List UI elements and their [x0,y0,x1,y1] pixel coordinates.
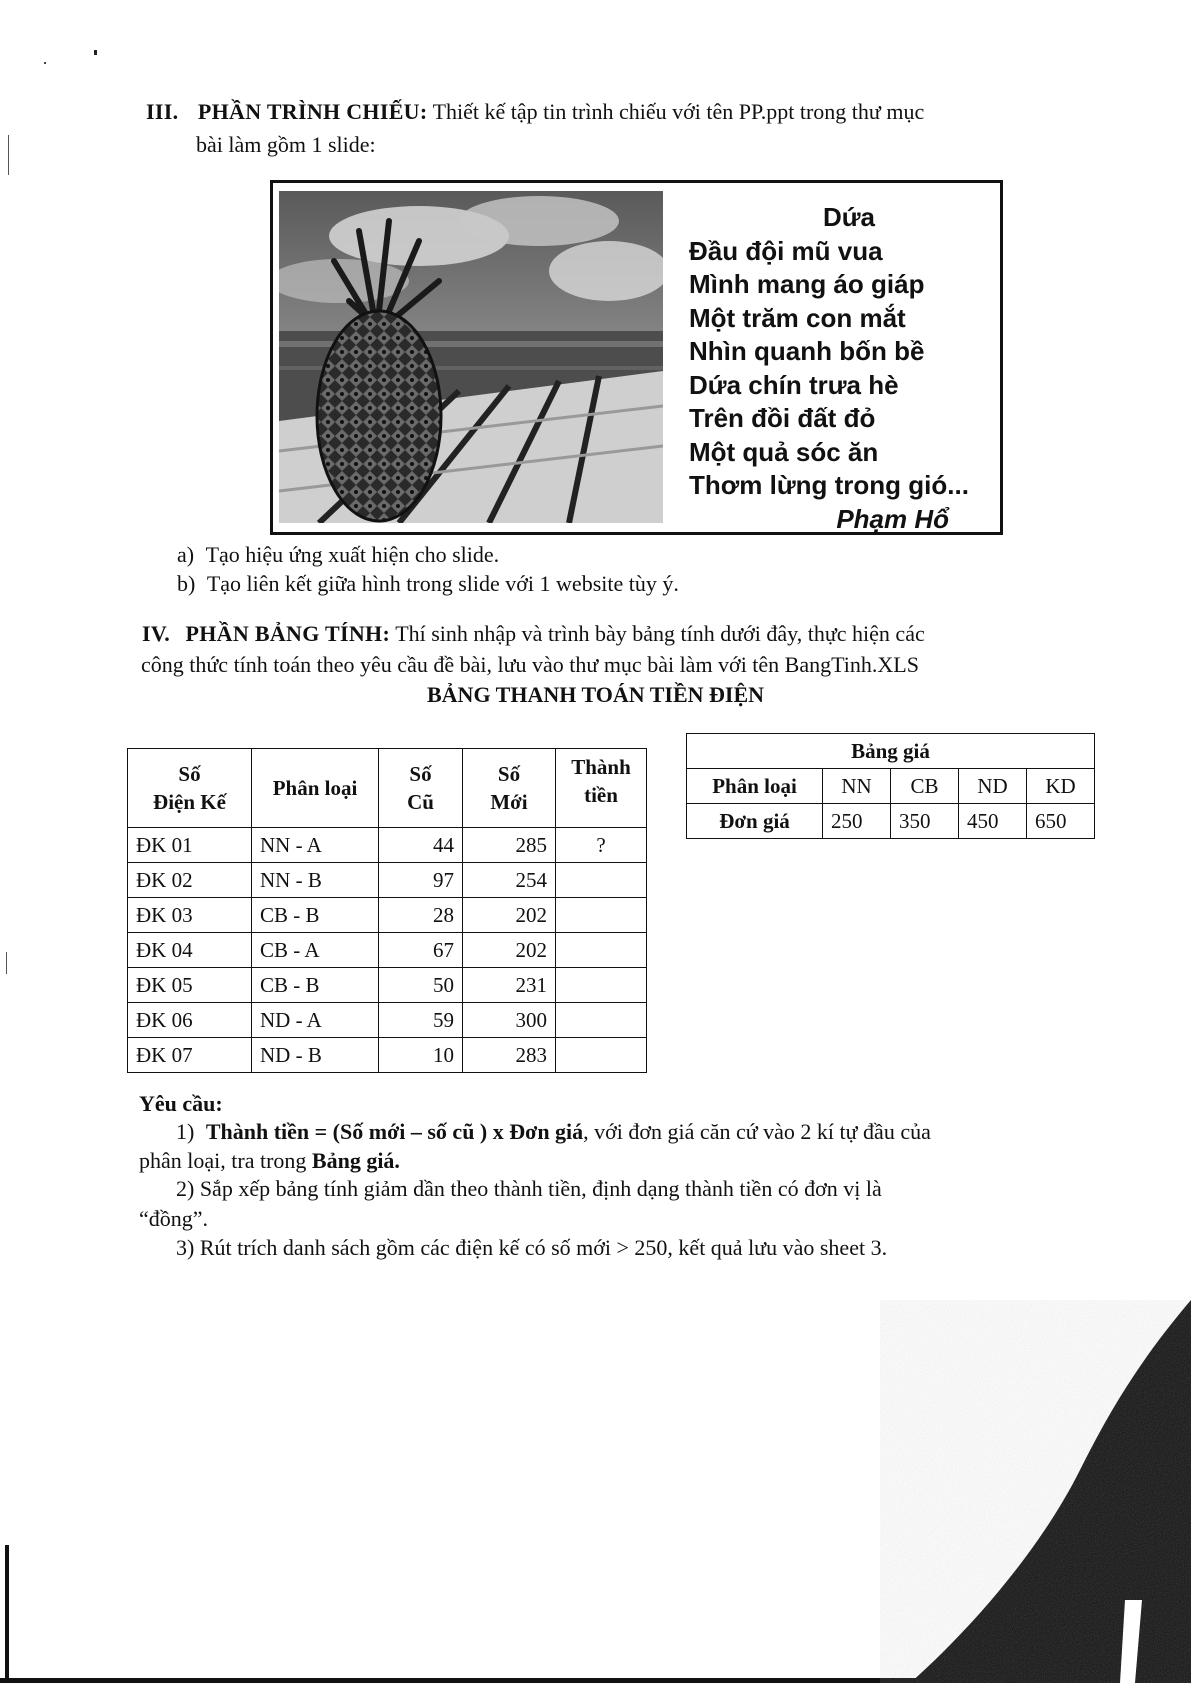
column-header: Thành tiền [556,749,647,828]
slide-preview [270,180,1003,535]
table-row [128,933,647,968]
task-marker: a) [177,542,195,567]
section4-heading: IV. [142,621,171,646]
table-cell: 28 [379,898,463,933]
table-cell: 254 [463,863,556,898]
table-cell [556,1038,647,1073]
table-row [128,828,647,863]
table-cell: ĐK 04 [128,933,252,968]
task-a [177,541,499,569]
table-cell: ĐK 01 [128,828,252,863]
table-cell: ĐK 02 [128,863,252,898]
requirement-text: , với đơn giá căn cứ vào 2 kí tự đầu của [583,1119,931,1144]
requirement-bold: Bảng giá. [311,1148,400,1173]
price-code: ND [959,769,1027,804]
electricity-bill-table [127,748,647,1073]
poem-line: Dứa chín trưa hè [689,369,899,400]
table-cell: ĐK 06 [128,1003,252,1038]
poem-text [689,201,989,536]
table-cell: 97 [379,863,463,898]
column-header: Số Điện Kế [128,749,252,828]
table-cell: 285 [463,828,556,863]
pineapple-photo [279,191,663,523]
section4-text: Thí sinh nhập và trình bày bảng tính dưới đây, thực hiện các [395,621,925,646]
section4-line1 [142,620,925,648]
poem-line: Đầu đội mũ vua [689,235,883,266]
table-title: BẢNG THANH TOÁN TIỀN ĐIỆN [427,682,765,707]
table-cell: CB - B [252,898,379,933]
table-cell: NN - B [252,863,379,898]
table-row [128,863,647,898]
section3-text: Thiết kế tập tin trình chiếu với tên PP.ppt trong thư mục [432,99,925,124]
table-cell: ĐK 03 [128,898,252,933]
requirement-2-line1: 2) Sắp xếp bảng tính giảm dần theo thành tiền, định dạng thành tiền có đơn vị là [176,1176,882,1201]
poem-line: Một trăm con mắt [689,302,906,333]
scan-dark-corner [880,1300,1191,1683]
section4-line2: công thức tính toán theo yêu cầu đề bài, lưu vào thư mục bài làm với tên BangTinh.XLS [141,652,919,677]
poem-line: Thơm lừng trong gió... [689,470,969,500]
price-value: 350 [891,804,959,839]
table-cell: CB - B [252,968,379,1003]
requirement-1-line1 [176,1118,931,1146]
table-cell: CB - A [252,933,379,968]
table-cell: ĐK 07 [128,1038,252,1073]
poem-line: Nhìn quanh bốn bề [689,336,925,366]
table-cell: ? [556,828,647,863]
section4-title: PHẦN BẢNG TÍNH: [185,621,391,646]
poem-line: Trên đồi đất đỏ [689,403,876,433]
table-cell: ĐK 05 [128,968,252,1003]
requirement-1-line2 [139,1147,400,1175]
table-cell [556,898,647,933]
price-table-caption-row [687,734,1095,769]
price-table [686,733,1095,839]
table-row [128,968,647,1003]
requirement-2-line2: “đồng”. [139,1206,209,1231]
table-cell: 202 [463,933,556,968]
table-cell [556,863,647,898]
requirement-text: phân loại, tra trong [139,1148,312,1173]
section3-heading: III. [146,99,179,124]
table-cell: 300 [463,1003,556,1038]
price-table-values-row [687,804,1095,839]
requirements-heading: Yêu cầu: [139,1091,223,1116]
table-cell: ND - A [252,1003,379,1038]
price-code: NN [823,769,891,804]
task-text: Tạo hiệu ứng xuất hiện cho slide. [205,542,500,567]
column-header: Số Mới [463,749,556,828]
requirement-3: 3) Rút trích danh sách gồm các điện kế có số mới > 250, kết quả lưu vào sheet 3. [176,1235,888,1260]
requirement-formula: Thành tiền = (Số mới – số cũ ) x Đơn giá [205,1119,584,1144]
scan-margin-line [6,952,7,974]
scan-speck [44,62,46,64]
section3-line1 [146,98,924,126]
table-cell: 231 [463,968,556,1003]
scan-margin-line [5,1545,9,1683]
table-row [128,1038,647,1073]
table-cell: ND - B [252,1038,379,1073]
price-code: CB [891,769,959,804]
price-row-label: Đơn giá [687,804,823,839]
section3-title: PHẦN TRÌNH CHIẾU: [197,99,428,124]
table-cell: 283 [463,1038,556,1073]
table-row [128,1003,647,1038]
table-header-row [128,749,647,828]
poem-author: Phạm Hổ [836,503,949,534]
price-row-label: Phân loại [687,769,823,804]
section3-line2: bài làm gồm 1 slide: [196,132,376,157]
price-value: 250 [823,804,891,839]
table-cell: 50 [379,968,463,1003]
price-value: 650 [1027,804,1095,839]
table-cell: 202 [463,898,556,933]
column-header: Số Cũ [379,749,463,828]
poem-line: Một quả sóc ăn [689,436,879,467]
table-cell [556,1003,647,1038]
scan-margin-line [8,135,9,175]
task-b [177,570,679,598]
requirement-number: 1) [176,1119,195,1144]
scan-speck [94,50,97,55]
table-cell: 67 [379,933,463,968]
table-row [128,898,647,933]
poem-title: Dứa [822,202,876,232]
poem-line: Mình mang áo giáp [689,269,925,299]
price-code: KD [1027,769,1095,804]
price-table-codes-row [687,769,1095,804]
task-text: Tạo liên kết giữa hình trong slide với 1 website tùy ý. [206,571,679,596]
price-value: 450 [959,804,1027,839]
table-cell: 10 [379,1038,463,1073]
column-header: Phân loại [252,749,379,828]
table-cell: 59 [379,1003,463,1038]
table-cell [556,933,647,968]
task-marker: b) [177,571,196,596]
table-cell [556,968,647,1003]
table-cell: 44 [379,828,463,863]
table-cell: NN - A [252,828,379,863]
price-table-caption: Bảng giá [687,734,1095,769]
